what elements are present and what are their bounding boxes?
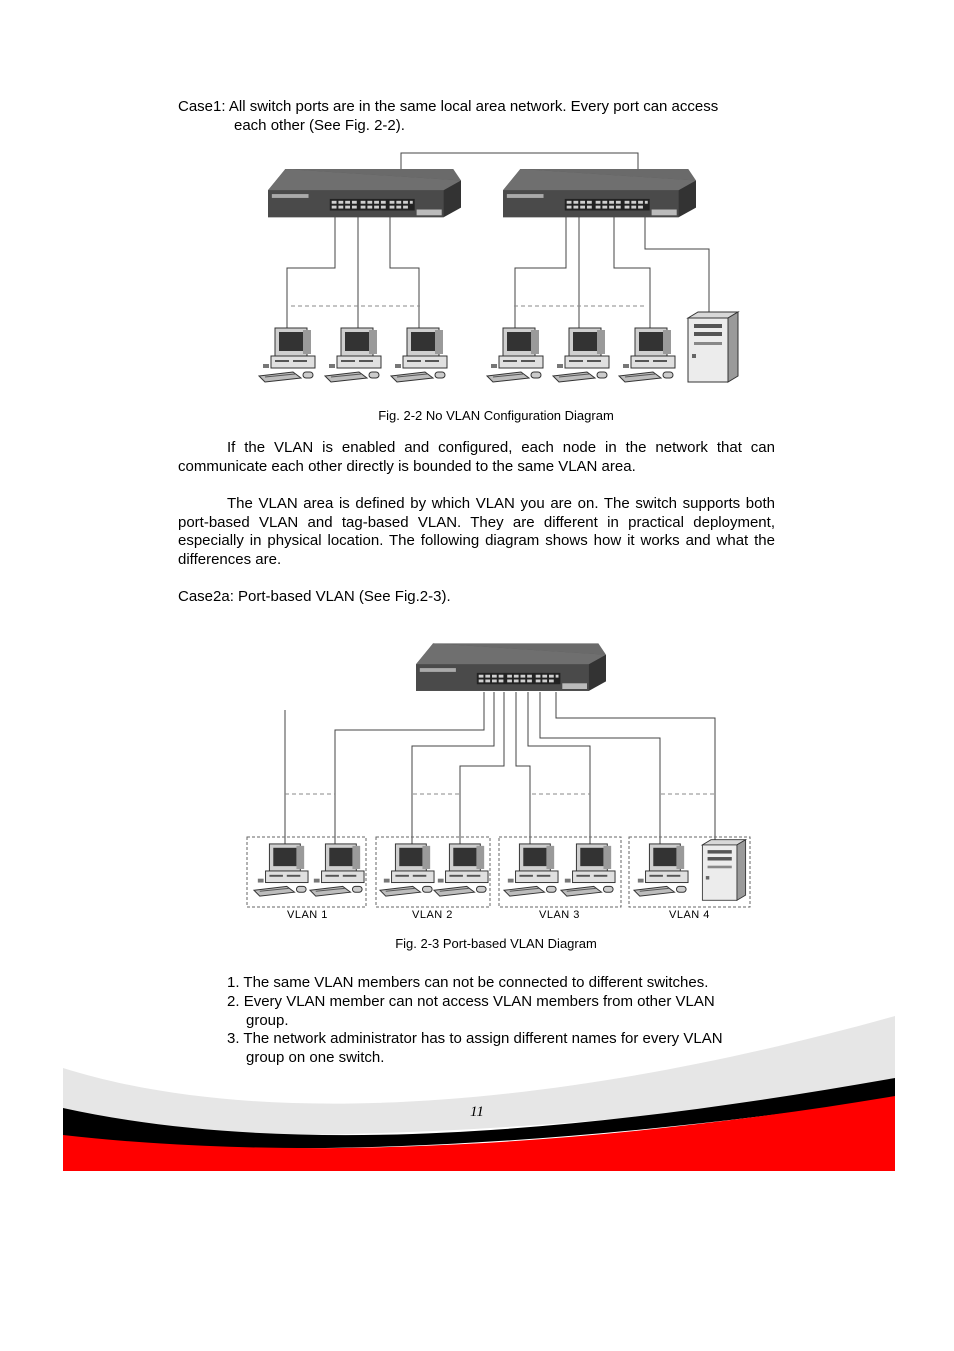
list-item-continuation: group. xyxy=(246,1012,289,1029)
case1-line1: Case1: All switch ports are in the same local area network. Every port can access xyxy=(178,98,719,115)
list-item-continuation: group on one switch. xyxy=(246,1049,385,1066)
list-item xyxy=(227,1030,723,1049)
vlan-label-1: VLAN 1 xyxy=(287,909,328,921)
list-item-number: 2. xyxy=(227,993,240,1010)
list-item-text: The network administrator has to assign different names for every VLAN xyxy=(243,1030,723,1047)
page-number: 11 xyxy=(470,1104,484,1120)
vlan-label-2: VLAN 2 xyxy=(412,909,453,921)
case1-line2: each other (See Fig. 2-2). xyxy=(234,117,405,134)
list-item xyxy=(227,974,708,993)
list-item-number: 1. xyxy=(227,974,240,991)
vlan-label-4: VLAN 4 xyxy=(669,909,710,921)
list-item-number: 3. xyxy=(227,1030,240,1047)
figure-2-3-caption: Fig. 2-3 Port-based VLAN Diagram xyxy=(395,936,597,951)
vlan-label-3: VLAN 3 xyxy=(539,909,580,921)
list-item-text: Every VLAN member can not access VLAN members from other VLAN xyxy=(243,993,715,1010)
figure-2-2-caption: Fig. 2-2 No VLAN Configuration Diagram xyxy=(378,408,614,423)
paragraph-vlan-area: The VLAN area is defined by which VLAN you are on. The switch supports both port-based VLAN and tag-based VLAN. They are different in practical deployment, especially in physical location. The following diagram shows how it works and what the differences are. xyxy=(178,495,775,568)
case2a-heading: Case2a: Port-based VLAN (See Fig.2-3). xyxy=(178,588,451,605)
list-item-text: The same VLAN members can not be connected to different switches. xyxy=(243,974,709,991)
paragraph-vlan-enabled: If the VLAN is enabled and configured, each node in the network that can communicate each other directly is bounded to the same VLAN area. xyxy=(178,439,775,475)
list-item xyxy=(227,993,715,1012)
